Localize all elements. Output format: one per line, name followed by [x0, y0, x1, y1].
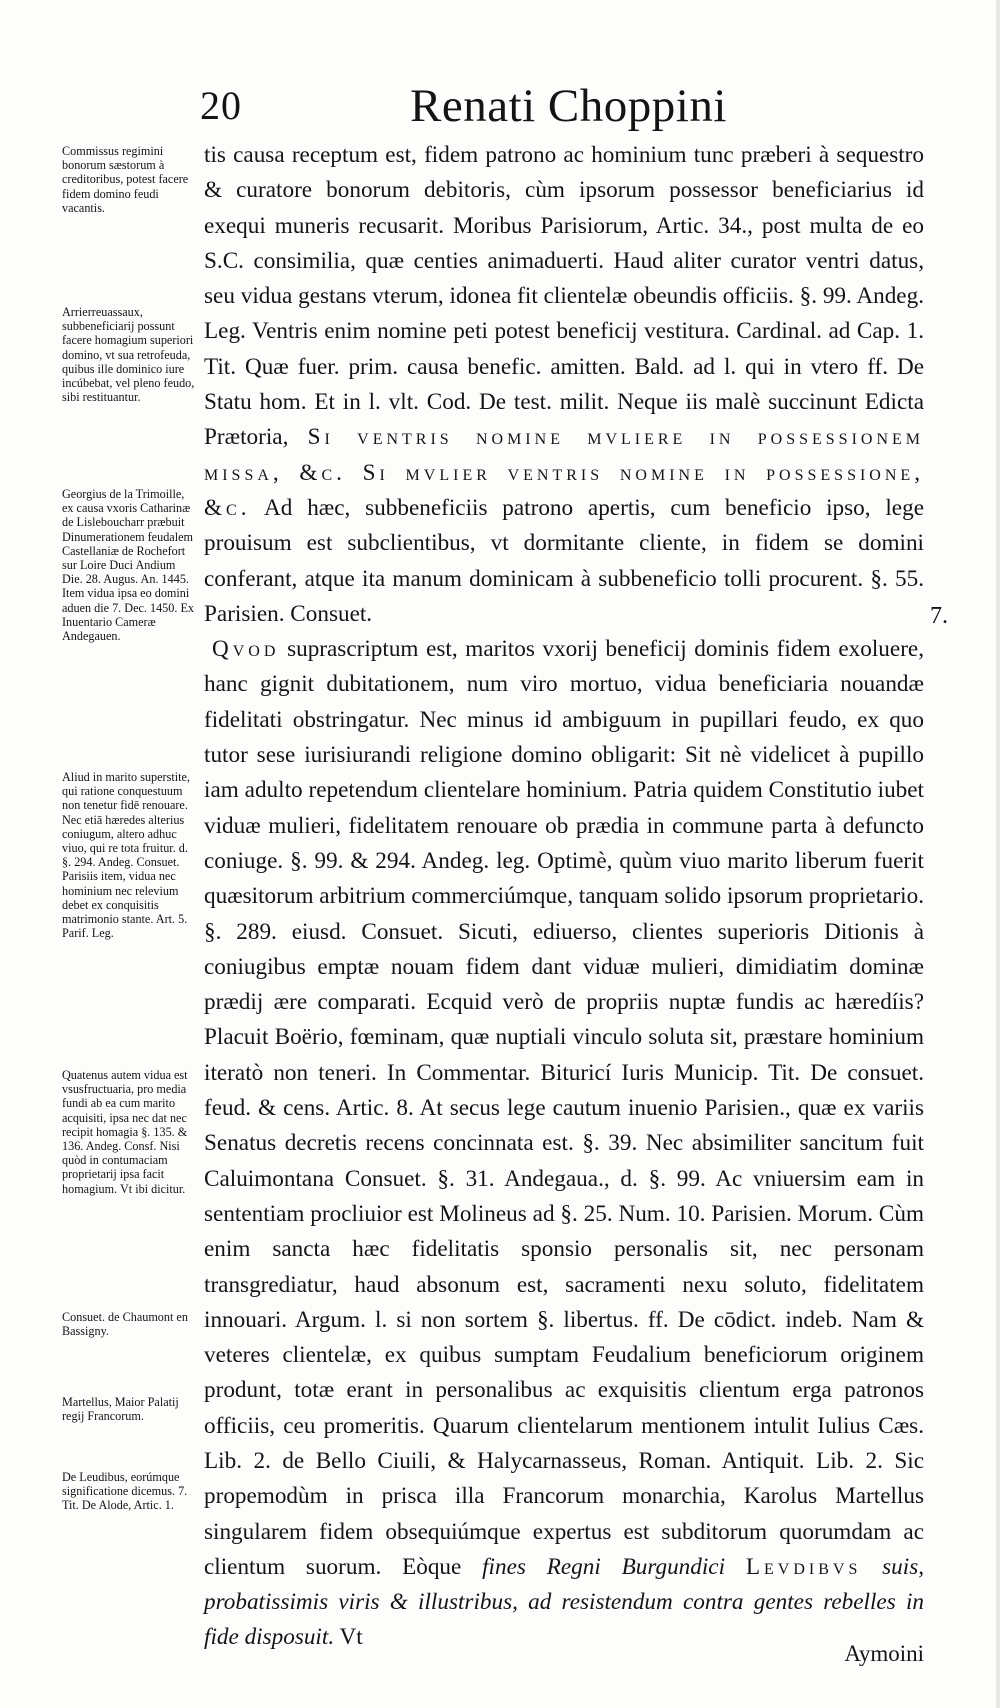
paragraph-1-text: tis causa receptum est, fidem patrono ac hominium tunc præberi à sequestro & curatore bonorum debitoris, cùm ipsorum possessor beneficiarius id exequi muneris recusarit. Moribus Parisiorum, Artic. 34., post multa de eo S.C. consimilia, quæ centies animaduerti. Haud aliter curator ventri datus, seu vidua gestans vterum, idonea fit clientelæ obeundis officiis. §. 99. Andeg. Leg. Ventris enim nomine peti potest beneficij vestitura. Cardinal. ad Cap. 1. Tit. Quæ fuer. prim. causa benefic. amitten. Bald. ad l. qui in vtero ff. De Statu hom. Et in l. vlt. Cod. De test. milit. Neque iis malè succinunt Edicta Prætoria, [204, 142, 924, 451]
paragraph-2-final-word: Vt [339, 1624, 363, 1651]
main-text-block [204, 138, 924, 1656]
paragraph-1-text-continued: Ad hæc, subbeneficiis patrono apertis, cum beneficio ipso, lege prouisum est subclientibus, vt dormitante cliente, in fidem se domini conferant, atque ita manum dominicam à subbeneficio tolli procurent. §. 55. Parisien. Consuet. [204, 494, 924, 627]
paragraph-1-edict-titles: Si ventris nomine mvliere in possessionem missa, &c. Si mvlier ventris nomine in possessione, &c. [204, 424, 925, 521]
paragraph-2-opening-word: Qvod [212, 636, 280, 663]
marginal-note: Martellus, Maior Palatij regij Francorum. [62, 1395, 179, 1424]
marginal-note: Quatenus autem vidua est vsusfructuaria, pro media fundi ab ea cum marito acquisiti, ipsa nec dat nec recipit homagia §. 135. & 136. Andeg. Consf. Nisi quòd in contumaciam proprietarij ipsa facit homagium. Vt ibi dicitur. [62, 1068, 188, 1196]
paragraph-2 [204, 632, 924, 1656]
marginal-note: Georgius de la Trimoille, ex causa vxoris Catharinæ de Lisleboucharr præbuit Dinumerationem feudalem Castellaniæ de Rochefort sur Loire Duci Andium Die. 28. Augus. An. 1445. Item vidua ipsa eo domini aduen die 7. Dec. 1450. Ex Inuentario Cameræ Andegauen. [62, 487, 194, 644]
margin-section-number: 7. [930, 603, 948, 629]
paragraph-1 [204, 138, 924, 632]
paragraph-2-italic-text: fines Regni Burgundici [482, 1553, 726, 1580]
marginal-note: Consuet. de Chaumont en Bassigny. [62, 1310, 188, 1339]
page-number: 20 [200, 83, 242, 128]
running-title: Renati Choppini [410, 80, 727, 132]
marginal-note: Arrierreuassaux, subbeneficiarij possunt facere homagium superiori domino, vt sua retrofeuda, quibus ille dominico iure incúbebat, vel pleno feudo, sibi restituantur. [62, 305, 195, 405]
paragraph-2-italic-quotation: suis, probatissimis viris & illustribus, ad resistendum contra gentes rebelles in fide disposuit. [204, 1553, 925, 1651]
marginal-note: De Leudibus, eorúmque significatione dicemus. 7. Tit. De Alode, Artic. 1. [62, 1470, 188, 1513]
page-edge [996, 0, 1000, 1708]
catchword: Aymoini [844, 1641, 924, 1666]
marginal-note: Aliud in marito superstite, qui ratione conquestuum non tenetur fidē renouare. Nec etiā hæredes alterius coniugum, altero adhuc viuo, qui re tota fruitur. d. §. 294. Andeg. Consuet. Parisiis item, vidua nec hominium nec relevium debet ex conquisitis matrimonio stante. Art. 5. Parif. Leg. [62, 770, 190, 941]
marginal-note: Commissus regimini bonorum sæstorum à creditoribus, potest facere fidem domino feudi vacantis. [62, 144, 189, 215]
paragraph-2-leudibus: Levdibvs [745, 1553, 862, 1580]
paragraph-2-text: suprascriptum est, maritos vxorij beneficij dominis fidem exoluere, hanc gignit dubitationem, num viro mortuo, vidua beneficiaria nouandæ fidelitati obstringatur. Nec minus id ambiguum in pupillari feudo, ex quo tutor sese iurisiurandi religione domino obligarit: Sit nè videlicet à pupillo iam adulto repetendum clientelare hominium. Patria quidem Constitutio iubet viduæ mulieri, fidelitatem renouare ob prædia in commune parta à defuncto coniuge. §. 99. & 294. Andeg. leg. Optimè, quùm viuo marito liberum fuerit quæsitorum arbitrium commerciúmque, tanquam solido ipsorum proprietario. §. 289. eiusd. Consuet. Sicuti, ediuerso, clientes superioris Ditionis à coniugibus emptæ nouam fidem dant viduæ mulieri, dimidiatim dominæ prædij ære comparati. Ecquid verò de propriis nuptæ fundis ac hæredíis? Placuit Boërio, fœminam, quæ nuptiali vinculo soluta sit, præstare hominium iteratò non teneri. In Commentar. Bituricí Iuris Municip. Tit. De consuet. feud. & cens. Artic. 8. At secus lege cautum inuenio Parisien., quæ ex variis Senatus decretis recens concinnata est. §. 39. Nec absimiliter sancitum fuit Caluimontana Consuet. §. 31. Andegaua., d. §. 99. Ac vniuersim eam in sententiam procliuior est Molineus ad §. 25. Num. 10. Parisien. Morum. Cùm enim sancta hæc fidelitatis sponsio personalis sit, nec personam transgrediatur, haud absonum est, sacramenti nexu soluto, fidelitatem innouari. Argum. l. si non sortem §. libertus. ff. De cōdict. indeb. Nam & veteres clientelæ, ex quibus sumptam Feudalium beneficiorum originem produnt, totæ erant in personalibus ac exquisitis clientum erga patronos officiis, ceu promeritis. Quarum clientelarum mentionem intulit Iulius Cæs. Lib. 2. de Bello Ciuili, & Halycarnasseus, Roman. Antiquit. Lib. 2. Sic propemodùm in prisca illa Francorum monarchia, Karolus Martellus singularem fidem obsequiúmque expertus est subditorum quorumdam ac clientum suorum. Eòque [204, 636, 925, 1580]
